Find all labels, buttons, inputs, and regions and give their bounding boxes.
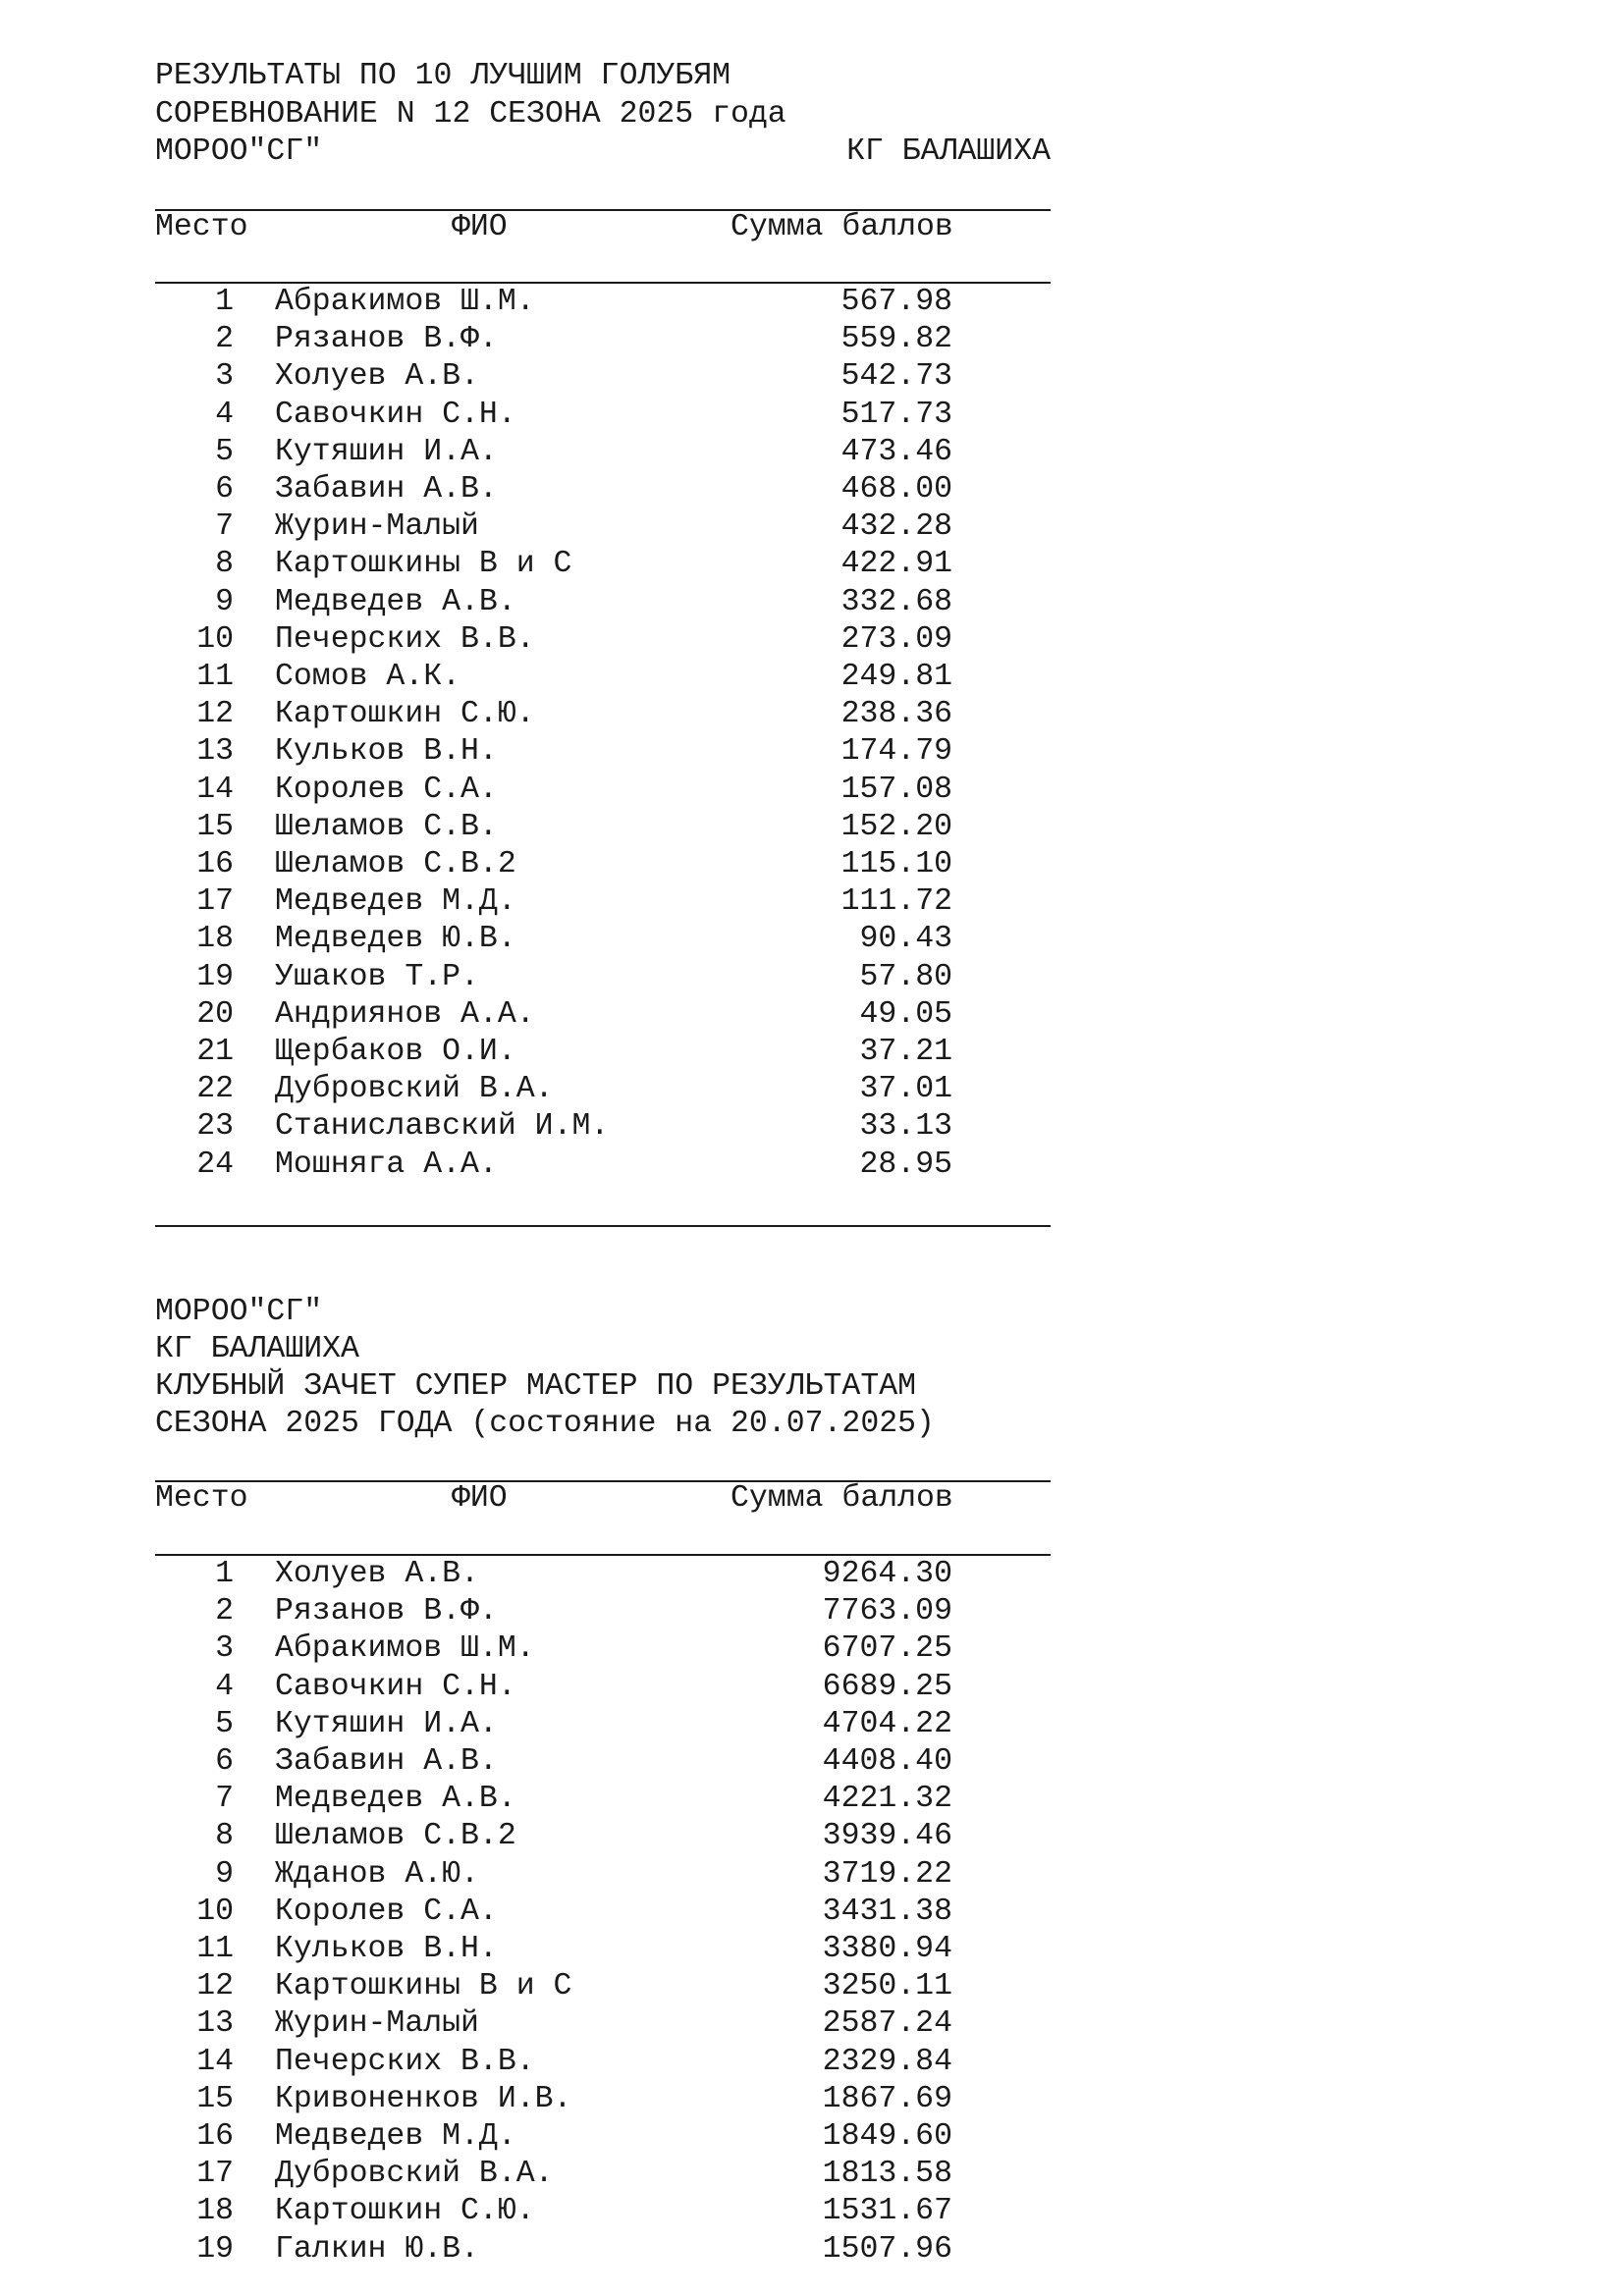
place-cell: 9 <box>215 1856 234 1892</box>
score-cell: 468.00 <box>840 472 952 507</box>
place-cell: 6 <box>215 1744 234 1779</box>
name-cell: Станиславский И.М. <box>275 1109 610 1145</box>
name-cell: Королев С.А. <box>275 772 498 807</box>
place-cell: 3 <box>215 1631 234 1667</box>
table-row <box>155 1856 1051 1894</box>
place-cell: 9 <box>215 584 234 619</box>
name-cell: Ушаков Т.Р. <box>275 959 479 994</box>
place-cell: 13 <box>196 734 234 770</box>
score-cell: 7763.09 <box>822 1594 952 1629</box>
section2-title-line2: СЕЗОНА 2025 ГОДА (состояние на 20.07.2025) <box>155 1407 935 1441</box>
section1-club: КГ БАЛАШИХА <box>846 134 1051 169</box>
place-cell: 20 <box>196 996 234 1032</box>
score-cell: 152.20 <box>840 809 952 844</box>
score-cell: 6707.25 <box>822 1631 952 1667</box>
score-cell: 3250.11 <box>822 1969 952 2004</box>
name-cell: Забавин А.В. <box>275 472 498 507</box>
name-cell: Картошкин С.Ю. <box>275 697 535 732</box>
table-row <box>155 959 1051 996</box>
score-cell: 33.13 <box>859 1109 952 1145</box>
score-cell: 422.91 <box>840 547 952 582</box>
table-row <box>155 1071 1051 1108</box>
score-cell: 90.43 <box>859 922 952 957</box>
place-cell: 14 <box>196 2044 234 2079</box>
section1-title-line1: РЕЗУЛЬТАТЫ ПО 10 ЛУЧШИМ ГОЛУБЯМ <box>155 59 731 93</box>
table-row <box>155 659 1051 696</box>
name-cell: Рязанов В.Ф. <box>275 1594 498 1629</box>
score-cell: 37.21 <box>859 1035 952 1069</box>
name-cell: Савочкин С.Н. <box>275 1669 516 1704</box>
place-cell: 3 <box>215 359 234 395</box>
name-cell: Мошняга А.А. <box>275 1147 498 1182</box>
table-row <box>155 621 1051 659</box>
section2-title-line1: КЛУБНЫЙ ЗАЧЕТ СУПЕР МАСТЕР ПО РЕЗУЛЬТАТАМ <box>155 1369 917 1404</box>
table-row <box>155 846 1051 883</box>
name-cell: Холуев А.В. <box>275 1557 479 1591</box>
place-cell: 21 <box>196 1035 234 1069</box>
name-cell: Картошкин С.Ю. <box>275 2194 535 2229</box>
place-cell: 7 <box>215 509 234 545</box>
place-cell: 4 <box>215 397 234 432</box>
score-cell: 4704.22 <box>822 1706 952 1741</box>
score-cell: 111.72 <box>840 884 952 920</box>
name-cell: Медведев А.В. <box>275 1782 516 1817</box>
place-cell: 19 <box>196 959 234 994</box>
place-cell: 18 <box>196 2194 234 2229</box>
table-row <box>155 2156 1051 2193</box>
score-cell: 1507.96 <box>822 2231 952 2267</box>
name-cell: Кутяшин И.А. <box>275 1706 498 1741</box>
score-cell: 28.95 <box>859 1147 952 1182</box>
table-row <box>155 1630 1051 1668</box>
table-row <box>155 1034 1051 1071</box>
place-cell: 22 <box>196 1072 234 1107</box>
section1-title-line2: СОРЕВНОВАНИЕ N 12 СЕЗОНА 2025 года <box>155 97 786 132</box>
table-row <box>155 1968 1051 2005</box>
score-cell: 2329.84 <box>822 2044 952 2079</box>
score-cell: 174.79 <box>840 734 952 770</box>
name-cell: Медведев А.В. <box>275 584 516 619</box>
name-cell: Рязанов В.Ф. <box>275 322 498 357</box>
name-cell: Щербаков О.И. <box>275 1035 516 1069</box>
table-row <box>155 434 1051 471</box>
section2-header-name: ФИО <box>452 1481 508 1516</box>
table-row <box>155 1593 1051 1630</box>
place-cell: 17 <box>196 2157 234 2192</box>
place-cell: 10 <box>196 621 234 657</box>
place-cell: 7 <box>215 1782 234 1817</box>
table-row <box>155 1108 1051 1146</box>
place-cell: 1 <box>215 1557 234 1591</box>
table-row <box>155 508 1051 546</box>
table-row <box>155 696 1051 733</box>
score-cell: 1867.69 <box>822 2081 952 2116</box>
name-cell: Жданов А.Ю. <box>275 1856 479 1892</box>
score-cell: 1849.60 <box>822 2119 952 2154</box>
table-row <box>155 2231 1051 2269</box>
score-cell: 567.98 <box>840 285 952 319</box>
name-cell: Шеламов С.В.2 <box>275 847 516 881</box>
score-cell: 3380.94 <box>822 1932 952 1966</box>
section1-header-place: Место <box>155 210 248 244</box>
place-cell: 11 <box>196 1932 234 1966</box>
name-cell: Медведев Ю.В. <box>275 922 516 957</box>
score-cell: 1813.58 <box>822 2157 952 2192</box>
score-cell: 249.81 <box>840 660 952 694</box>
score-cell: 542.73 <box>840 359 952 395</box>
table-row <box>155 733 1051 771</box>
score-cell: 432.28 <box>840 509 952 545</box>
section2-club: КГ БАЛАШИХА <box>155 1332 359 1366</box>
name-cell: Абракимов Ш.М. <box>275 1631 535 1667</box>
section1-org: МОРОО"СГ" <box>155 134 323 169</box>
score-cell: 1531.67 <box>822 2194 952 2229</box>
score-cell: 3719.22 <box>822 1856 952 1892</box>
table-row <box>155 996 1051 1034</box>
name-cell: Холуев А.В. <box>275 359 479 395</box>
table-row <box>155 2193 1051 2230</box>
name-cell: Галкин Ю.В. <box>275 2231 479 2267</box>
table-row <box>155 1894 1051 1931</box>
name-cell: Печерских В.В. <box>275 621 535 657</box>
place-cell: 15 <box>196 809 234 844</box>
table-row <box>155 772 1051 809</box>
place-cell: 5 <box>215 434 234 469</box>
section1-rule-bottom <box>155 1225 1051 1227</box>
table-row <box>155 584 1051 621</box>
section1-header-name: ФИО <box>452 210 508 244</box>
section2-org: МОРОО"СГ" <box>155 1295 323 1329</box>
name-cell: Шеламов С.В.2 <box>275 1819 516 1854</box>
table-row <box>155 1743 1051 1781</box>
score-cell: 273.09 <box>840 621 952 657</box>
table-row <box>155 1669 1051 1706</box>
table-row <box>155 397 1051 434</box>
score-cell: 115.10 <box>840 847 952 881</box>
table-row <box>155 1931 1051 1968</box>
name-cell: Забавин А.В. <box>275 1744 498 1779</box>
score-cell: 3431.38 <box>822 1894 952 1929</box>
name-cell: Медведев М.Д. <box>275 884 516 920</box>
section2-header-place: Место <box>155 1481 248 1516</box>
table-row <box>155 921 1051 958</box>
table-row <box>155 2081 1051 2118</box>
score-cell: 157.08 <box>840 772 952 807</box>
score-cell: 2587.24 <box>822 2006 952 2042</box>
name-cell: Королев С.А. <box>275 1894 498 1929</box>
name-cell: Картошкины В и С <box>275 547 572 582</box>
name-cell: Сомов А.К. <box>275 660 461 694</box>
name-cell: Кульков В.Н. <box>275 734 498 770</box>
table-row <box>155 2118 1051 2156</box>
score-cell: 57.80 <box>859 959 952 994</box>
score-cell: 238.36 <box>840 697 952 732</box>
table-row <box>155 2005 1051 2043</box>
score-cell: 559.82 <box>840 322 952 357</box>
table-row <box>155 546 1051 583</box>
place-cell: 13 <box>196 2006 234 2042</box>
table-row <box>155 321 1051 358</box>
place-cell: 8 <box>215 1819 234 1854</box>
table-row <box>155 284 1051 321</box>
place-cell: 2 <box>215 1594 234 1629</box>
section2-header-score: Сумма баллов <box>731 1481 953 1516</box>
table-row <box>155 883 1051 921</box>
place-cell: 2 <box>215 322 234 357</box>
score-cell: 517.73 <box>840 397 952 432</box>
place-cell: 15 <box>196 2081 234 2116</box>
place-cell: 8 <box>215 547 234 582</box>
table-row <box>155 358 1051 396</box>
place-cell: 19 <box>196 2231 234 2267</box>
table-row <box>155 1147 1051 1184</box>
place-cell: 1 <box>215 285 234 319</box>
table-row <box>155 1781 1051 1818</box>
score-cell: 332.68 <box>840 584 952 619</box>
place-cell: 11 <box>196 660 234 694</box>
score-cell: 4408.40 <box>822 1744 952 1779</box>
place-cell: 17 <box>196 884 234 920</box>
place-cell: 5 <box>215 1706 234 1741</box>
table-row <box>155 809 1051 846</box>
name-cell: Журин-Малый <box>275 2006 479 2042</box>
table-row <box>155 1706 1051 1743</box>
table-row <box>155 2044 1051 2081</box>
place-cell: 12 <box>196 697 234 732</box>
name-cell: Кутяшин И.А. <box>275 434 498 469</box>
score-cell: 6689.25 <box>822 1669 952 1704</box>
name-cell: Андриянов А.А. <box>275 996 535 1032</box>
name-cell: Шеламов С.В. <box>275 809 498 844</box>
score-cell: 49.05 <box>859 996 952 1032</box>
table-row <box>155 471 1051 508</box>
score-cell: 473.46 <box>840 434 952 469</box>
place-cell: 16 <box>196 2119 234 2154</box>
place-cell: 23 <box>196 1109 234 1145</box>
place-cell: 10 <box>196 1894 234 1929</box>
score-cell: 4221.32 <box>822 1782 952 1817</box>
score-cell: 9264.30 <box>822 1557 952 1591</box>
place-cell: 12 <box>196 1969 234 2004</box>
section1-header-score: Сумма баллов <box>731 210 953 244</box>
name-cell: Абракимов Ш.М. <box>275 285 535 319</box>
place-cell: 16 <box>196 847 234 881</box>
score-cell: 37.01 <box>859 1072 952 1107</box>
name-cell: Печерских В.В. <box>275 2044 535 2079</box>
table-row <box>155 1556 1051 1593</box>
name-cell: Кривоненков И.В. <box>275 2081 572 2116</box>
place-cell: 24 <box>196 1147 234 1182</box>
name-cell: Журин-Малый <box>275 509 479 545</box>
place-cell: 14 <box>196 772 234 807</box>
place-cell: 6 <box>215 472 234 507</box>
table-row <box>155 1818 1051 1855</box>
name-cell: Дубровский В.А. <box>275 1072 554 1107</box>
name-cell: Медведев М.Д. <box>275 2119 516 2154</box>
place-cell: 4 <box>215 1669 234 1704</box>
place-cell: 18 <box>196 922 234 957</box>
name-cell: Дубровский В.А. <box>275 2157 554 2192</box>
score-cell: 3939.46 <box>822 1819 952 1854</box>
name-cell: Савочкин С.Н. <box>275 397 516 432</box>
name-cell: Кульков В.Н. <box>275 1932 498 1966</box>
name-cell: Картошкины В и С <box>275 1969 572 2004</box>
